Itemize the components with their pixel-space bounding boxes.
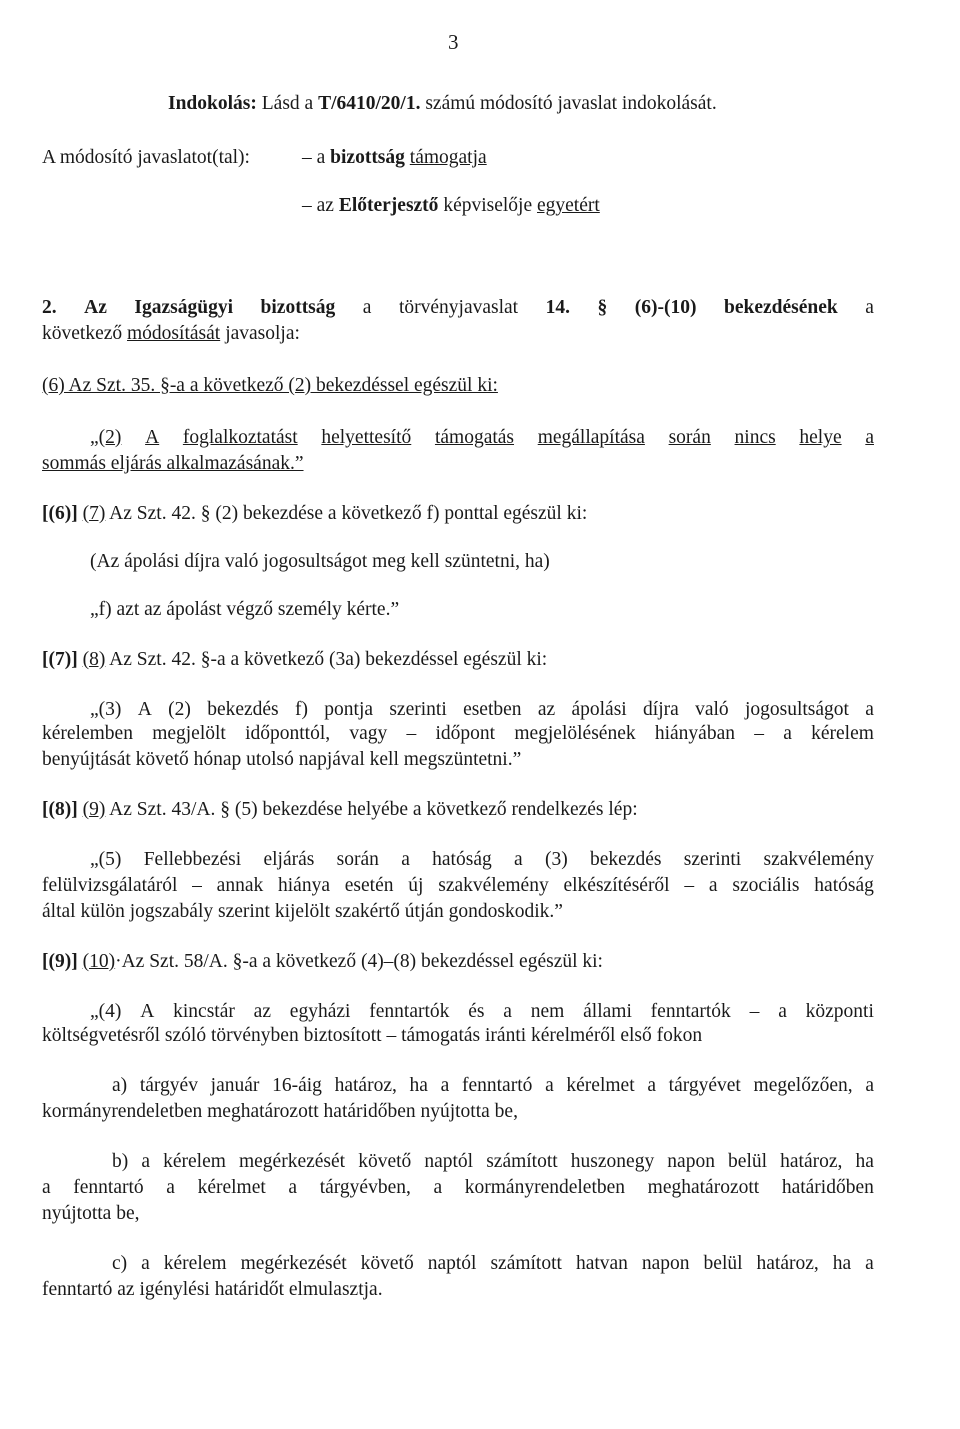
p10b-word: naptól xyxy=(424,1151,474,1172)
p9-word: új xyxy=(408,875,424,896)
p10-point-c-line1 xyxy=(112,1252,874,1276)
p10-point-b-line3: nyújtotta be, xyxy=(42,1203,140,1224)
p7-bracket: [(6)] xyxy=(42,503,78,524)
p8-word: az xyxy=(537,699,556,720)
p9-word: elkészítéséről xyxy=(563,875,670,896)
supporters-presenter-role: képviselője xyxy=(443,195,533,216)
p10b-word: tárgyévben, xyxy=(319,1177,411,1198)
p10-word: – xyxy=(749,1001,760,1022)
p10-word: és xyxy=(468,1001,485,1022)
p10b-word: kormányrendeletben xyxy=(464,1177,626,1198)
p10b-word: követő xyxy=(358,1151,412,1172)
supporters-presenter xyxy=(302,194,600,218)
p8-word: – xyxy=(406,723,417,744)
p9-word: szakvélemény xyxy=(438,875,549,896)
p9-word: a xyxy=(401,849,410,870)
p9-word: annak xyxy=(216,875,264,896)
p9-text: Az Szt. 43/A. § (5) bekezdése helyébe a következő rendelkezés lép: xyxy=(109,799,638,820)
p8-word: való xyxy=(695,699,729,720)
supporters-label: A módosító javaslatot(tal): xyxy=(42,147,250,168)
p10c-word: a xyxy=(865,1253,874,1274)
p10-point-b-line2 xyxy=(42,1176,874,1200)
p6-word: megállapítása xyxy=(537,427,645,448)
p8-text: Az Szt. 42. §-a a következő (3a) bekezdéssel egészül ki: xyxy=(109,649,548,670)
p10a-word: a xyxy=(865,1075,874,1096)
p9-word: (3) xyxy=(544,849,568,870)
p8-word: vagy xyxy=(349,723,388,744)
p9-word: – xyxy=(684,875,695,896)
p9-word: hatóság xyxy=(432,849,492,870)
p10c-word: a xyxy=(141,1253,150,1274)
p8-word: megjelölésének xyxy=(514,723,636,744)
item2-word: bizottság xyxy=(260,297,336,318)
p10c-word: napon xyxy=(641,1253,690,1274)
p8-word: kérelemben xyxy=(42,723,133,744)
p10c-word: számított xyxy=(490,1253,562,1274)
justification-text-post: számú módosító javaslat indokolását. xyxy=(425,93,717,114)
p9-heading xyxy=(42,798,638,822)
justification-text-pre: Lásd a xyxy=(261,93,314,114)
p10a-word: a xyxy=(545,1075,554,1096)
p10c-word: megérkezését xyxy=(240,1253,347,1274)
p9-word: Fellebbezési xyxy=(143,849,242,870)
p10-word: központi xyxy=(805,1001,874,1022)
p8-word: díjra xyxy=(643,699,679,720)
supporters-committee xyxy=(302,146,487,170)
p10-word: állami xyxy=(583,1001,632,1022)
p10-word: „(4) xyxy=(90,1001,122,1022)
justification-ref: T/6410/20/1. xyxy=(318,93,421,114)
p8-word: hiányában xyxy=(654,723,735,744)
p8-word: ápolási xyxy=(571,699,627,720)
p10c-word: kérelem xyxy=(163,1253,227,1274)
p10-word: kincstár xyxy=(173,1001,235,1022)
item2-word: bekezdésének xyxy=(724,297,838,318)
p10a-word: a xyxy=(647,1075,656,1096)
p10b-word: megérkezését xyxy=(238,1151,346,1172)
p8-word: megjelölt xyxy=(152,723,226,744)
supporters-dash-1: – a xyxy=(302,147,326,168)
p8-word: a xyxy=(783,723,792,744)
p10b-word: határidőben xyxy=(781,1177,874,1198)
p10-point-b-line1 xyxy=(112,1150,874,1174)
p9-word: szociális xyxy=(732,875,800,896)
justification-label: Indokolás: xyxy=(168,93,257,114)
p9-word: felülvizsgálatáról xyxy=(42,875,178,896)
p9-word: szerinti xyxy=(683,849,742,870)
p8-bracket: [(7)] xyxy=(42,649,78,670)
p10-bracket: [(9)] xyxy=(42,951,78,972)
p8-word: bekezdés xyxy=(207,699,279,720)
p8-quote-line2 xyxy=(42,722,874,746)
p9-word: hiánya xyxy=(278,875,330,896)
item2-heading xyxy=(42,296,874,320)
p10a-word: tárgyévet xyxy=(668,1075,741,1096)
p10a-word: ha xyxy=(409,1075,428,1096)
p9-word: – xyxy=(192,875,202,896)
item2-word: § xyxy=(597,297,608,318)
item2-line2-post: javasolja: xyxy=(225,323,300,344)
p10c-word: határoz, xyxy=(756,1253,819,1274)
p10a-word: megelőzően, xyxy=(753,1075,853,1096)
p9-word: bekezdés xyxy=(590,849,662,870)
p10c-word: ha xyxy=(832,1253,852,1274)
p10c-word: hatvan xyxy=(575,1253,628,1274)
p7-text: Az Szt. 42. § (2) bekezdése a következő f) ponttal egészül ki: xyxy=(109,503,588,524)
item2-word: Igazságügyi xyxy=(134,297,234,318)
p10-word: fenntartók xyxy=(650,1001,731,1022)
p8-quote-line1 xyxy=(90,698,874,722)
p10b-word: kérelem xyxy=(163,1151,226,1172)
p10c-word: naptól xyxy=(427,1253,477,1274)
p7-intro: (Az ápolási díjra való jogosultságot meg kell szüntetni, ha) xyxy=(90,551,550,572)
p10b-word: meghatározott xyxy=(647,1177,760,1198)
p10-word: fenntartók xyxy=(369,1001,450,1022)
p10b-word: a xyxy=(288,1177,298,1198)
p10-heading xyxy=(42,950,603,974)
p9-word: szakvélemény xyxy=(763,849,874,870)
supporters-presenter-status: egyetért xyxy=(537,195,600,216)
p10-word: A xyxy=(140,1001,155,1022)
p6-word: a xyxy=(865,427,874,448)
p10-point-a-line2: kormányrendeletben meghatározott határidőben nyújtotta be, xyxy=(42,1101,518,1122)
p10b-word: ha xyxy=(855,1151,874,1172)
p6-word: foglalkoztatást xyxy=(182,427,298,448)
p9-word: esetén xyxy=(344,875,394,896)
item2-line2-pre: következő xyxy=(42,323,123,344)
p6-word: A xyxy=(145,427,160,448)
p10b-word: huszonegy xyxy=(570,1151,655,1172)
item2-word: Az xyxy=(84,297,107,318)
item2-word: a xyxy=(362,297,372,318)
supporters-dash-2: – az xyxy=(302,195,334,216)
p10a-word: fenntartó xyxy=(461,1075,533,1096)
p10a-word: 16-áig xyxy=(272,1075,322,1096)
p10a-word: a xyxy=(440,1075,450,1096)
item2-line2 xyxy=(42,322,300,346)
p10-text: ·Az Szt. 58/A. §-a a következő (4)–(8) bekezdéssel egészül ki: xyxy=(115,951,603,972)
p8-number: (8) xyxy=(82,649,106,670)
p10b-word: kérelmet xyxy=(197,1177,266,1198)
p6-quote-line2: sommás eljárás alkalmazásának.” xyxy=(42,453,304,474)
p6-word: „(2) xyxy=(90,427,122,448)
p8-word: f) xyxy=(294,699,308,720)
p8-word: szerinti xyxy=(389,699,447,720)
p10a-word: tárgyév xyxy=(139,1075,198,1096)
p10-point-c-line2: fenntartó az igénylési határidőt elmulasztja. xyxy=(42,1279,383,1300)
p6-word: támogatás xyxy=(434,427,515,448)
p8-word: időpont xyxy=(435,723,496,744)
p10-quote-line2: költségvetésről szóló törvényben biztosított – támogatás iránti kérelméről első fokon xyxy=(42,1025,703,1046)
p9-word: hatóság xyxy=(814,875,874,896)
p6-word: nincs xyxy=(734,427,776,448)
p10b-word: belül xyxy=(728,1151,768,1172)
p10a-word: kérelmet xyxy=(566,1075,635,1096)
p10-word: nem xyxy=(530,1001,565,1022)
p10-number: (10) xyxy=(82,951,116,972)
p8-word: A xyxy=(137,699,152,720)
p7-heading xyxy=(42,502,587,526)
p10b-word: számított xyxy=(486,1151,558,1172)
p8-word: (2) xyxy=(168,699,191,720)
p6-word: során xyxy=(668,427,711,448)
item2-number: 2. xyxy=(42,297,57,318)
p8-word: „(3) xyxy=(90,699,122,720)
p6-heading: (6) Az Szt. 35. §-a a következő (2) bekezdéssel egészül ki: xyxy=(42,375,498,396)
p8-word: időponttól, xyxy=(245,723,331,744)
p10b-word: a xyxy=(433,1177,443,1198)
p10b-word: a xyxy=(166,1177,175,1198)
p8-quote-line3: benyújtását követő hónap utolsó napjával kell megszüntetni.” xyxy=(42,749,522,770)
p9-number: (9) xyxy=(82,799,106,820)
p10-word: a xyxy=(503,1001,512,1022)
item2-word: törvényjavaslat xyxy=(398,297,519,318)
p10b-word: határoz, xyxy=(780,1151,843,1172)
supporters-committee-name: bizottság xyxy=(330,147,405,168)
p8-word: kérelem xyxy=(811,723,874,744)
p10-word: egyházi xyxy=(289,1001,351,1022)
p6-word: helye xyxy=(799,427,842,448)
p9-quote-line2 xyxy=(42,874,874,898)
justification-line xyxy=(168,92,717,116)
p10-point-a-line1 xyxy=(112,1074,874,1098)
p9-word: a xyxy=(708,875,718,896)
p10a-word: a) xyxy=(112,1075,128,1096)
p10-word: az xyxy=(253,1001,271,1022)
p10-quote-line1 xyxy=(90,1000,874,1024)
p9-quote-line1 xyxy=(90,848,874,872)
p6-quote-line1 xyxy=(90,426,874,450)
p8-word: – xyxy=(754,723,764,744)
p10b-word: a xyxy=(42,1177,51,1198)
p10b-word: b) xyxy=(112,1151,129,1172)
p9-word: eljárás xyxy=(263,849,315,870)
item2-word: (6)-(10) xyxy=(634,297,697,318)
item2-word: a xyxy=(865,297,874,318)
p8-word: pontja xyxy=(324,699,374,720)
p8-word: jogosultságot xyxy=(744,699,849,720)
p9-bracket: [(8)] xyxy=(42,799,78,820)
p10-word: a xyxy=(778,1001,787,1022)
p8-word: esetben xyxy=(463,699,522,720)
item2-line2-underlined: módosítását xyxy=(127,323,221,344)
p10c-word: követő xyxy=(360,1253,414,1274)
p10a-word: határoz, xyxy=(334,1075,397,1096)
p6-word: helyettesítő xyxy=(321,427,412,448)
p10b-word: fenntartó xyxy=(73,1177,144,1198)
p9-quote-line3: által külön jogszabály szerint kijelölt szakértő útján gondoskodik.” xyxy=(42,901,563,922)
p7-number: (7) xyxy=(82,503,106,524)
p7-quote: „f) azt az ápolást végző személy kérte.” xyxy=(90,599,400,620)
p9-word: „(5) xyxy=(90,849,122,870)
p10b-word: napon xyxy=(667,1151,715,1172)
p10a-word: január xyxy=(210,1075,260,1096)
p9-word: a xyxy=(514,849,523,870)
p8-word: a xyxy=(865,699,874,720)
item2-word: 14. xyxy=(545,297,570,318)
p10c-word: belül xyxy=(703,1253,743,1274)
p9-word: során xyxy=(336,849,379,870)
page-number: 3 xyxy=(448,30,459,54)
p10b-word: a xyxy=(141,1151,150,1172)
p10c-word: c) xyxy=(112,1253,128,1274)
supporters-committee-status: támogatja xyxy=(409,147,487,168)
supporters-presenter-name: Előterjesztő xyxy=(338,195,439,216)
p8-heading xyxy=(42,648,547,672)
